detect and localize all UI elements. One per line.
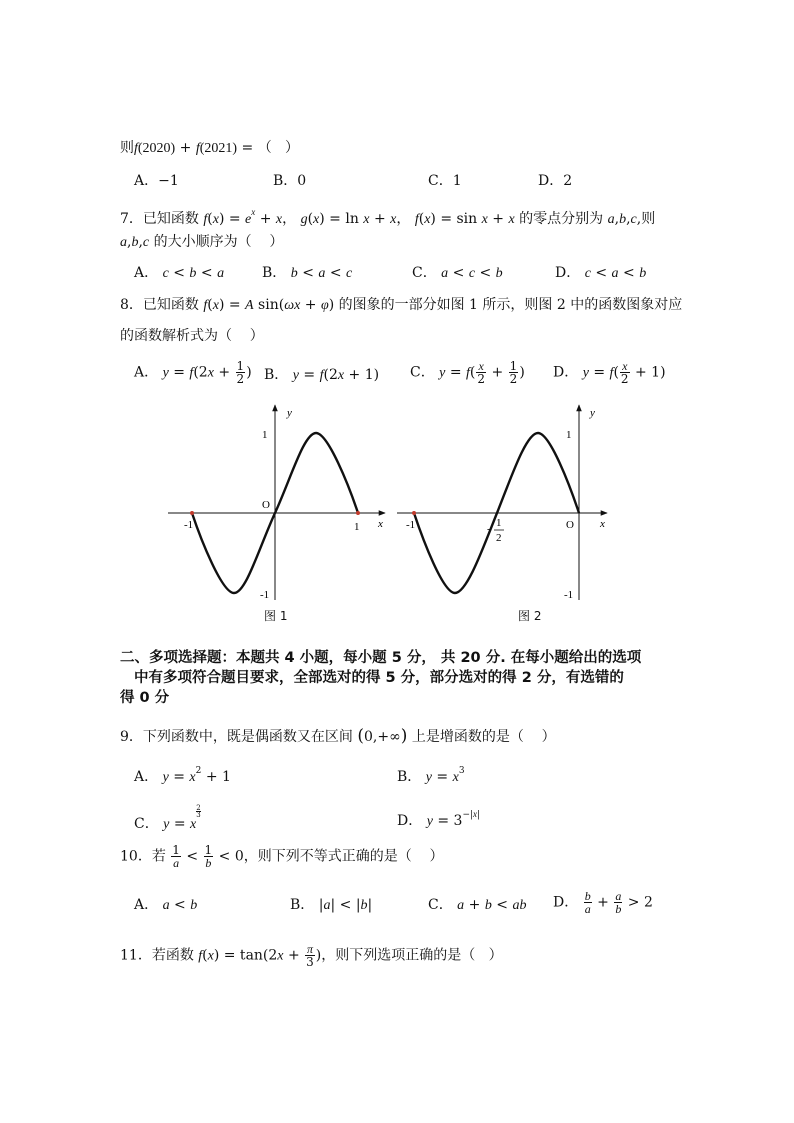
figure-1 — [168, 405, 385, 601]
q9-option-a: A． $y = x^2 + 1$ — [134, 766, 231, 785]
q9-option-c: C． y = x $\frac{2}{3}$ — [134, 804, 201, 832]
fig1-label-one: 1 — [354, 521, 360, 533]
q7-stem-line2: a,b,c 的大小顺序为（ ） — [120, 234, 284, 250]
fig1-right-dot — [356, 511, 360, 515]
fig2-label-origin: O — [566, 519, 574, 531]
q10-option-b: B． |a| < |b| — [290, 897, 373, 913]
q8-stem-line2: 的函数解析式为（ ） — [120, 328, 264, 344]
fig2-label-y-neg-one: -1 — [564, 589, 574, 601]
fig1-label-y-one: 1 — [262, 429, 268, 441]
section-2-title-line3: 得 0 分 — [120, 690, 170, 706]
q8-option-b: B． y = f(2x + 1) — [264, 367, 380, 383]
q6-option-d: D．2 — [538, 173, 573, 189]
fig1-label-origin: O — [262, 499, 270, 511]
fig1-label-x: x — [378, 518, 383, 530]
q9-option-d: D． $y = 3^{-|x|}$ — [397, 809, 481, 829]
section-2-title-line1: 二、多项选择题：本题共 4 小题，每小题 5 分， 共 20 分. 在每小题给出的选项 — [120, 650, 642, 666]
figure-2-caption: 图 2 — [518, 609, 542, 623]
q9-stem: 9．下列函数中，既是偶函数又在区间 (0,+∞) 上是增函数的是（ ） — [120, 726, 556, 746]
fig1-label-y: y — [287, 407, 292, 419]
q7-option-d: D． c < a < b — [555, 265, 647, 281]
q10-stem: 10．若 $\frac{1}{a}$ < $\frac{1}{b}$ < 0，则下列不等式正确的是（ ） — [120, 843, 444, 870]
q7-stem-line1: 7．已知函数 $f(x) = e^x + x$， g(x) = ln x + x， f(x) = sin x + x 的零点分别为 a,b,c,则 — [120, 207, 656, 227]
figure-1-caption: 图 1 — [264, 609, 288, 623]
fig2-label-neg-one: -1 — [406, 519, 416, 531]
fig2-label-y: y — [590, 407, 595, 419]
q6-option-b: B．0 — [273, 173, 307, 189]
fig2-label-half-den: 2 — [496, 532, 502, 544]
fig2-label-half-num: 1 — [496, 517, 502, 529]
q11-stem: 11．若函数 f(x) = tan(2x + $\frac{\pi}{3}$ )，则下列选项正确的是（ ） — [120, 942, 503, 969]
q10-option-a: A． a < b — [134, 897, 198, 913]
q9-option-b: B． $y = x^3$ — [397, 766, 465, 785]
q8-option-c: C． y = f( $\frac{x}{2}$ + $\frac{1}{2}$ ) — [410, 359, 525, 386]
q10-option-c: C． a + b < ab — [428, 897, 527, 913]
q7-option-c: C． a < c < b — [412, 265, 503, 281]
section-2-title-line2: 中有多项符合题目要求，全部选对的得 5 分，部分选对的得 2 分，有选错的 — [134, 670, 624, 686]
fig2-label-y-one: 1 — [566, 429, 572, 441]
q6-option-a: A．−1 — [134, 173, 179, 189]
q8-option-a: A． y = f(2x + $\frac{1}{2}$ ) — [134, 359, 252, 386]
figure-2 — [397, 405, 607, 601]
fig2-left-dot — [412, 511, 416, 515]
q7-option-a: A． c < b < a — [134, 265, 225, 281]
fig1-label-y-neg-one: -1 — [260, 589, 270, 601]
q10-option-d: D． $\frac{b}{a}$ + $\frac{a}{b}$ > 2 — [553, 889, 653, 916]
fig2-label-x: x — [600, 518, 605, 530]
q6-option-c: C．1 — [428, 173, 462, 189]
fig1-label-neg-one: -1 — [184, 519, 194, 531]
q8-stem-line1: 8．已知函数 f(x) = A sin(ωx + φ) 的图象的一部分如图 1 所示，则图 2 中的函数图象对应 — [120, 297, 683, 313]
q6-stem: 则f(2020) + f(2021) = （ ） — [120, 140, 300, 156]
fig1-left-dot — [190, 511, 194, 515]
q7-option-b: B． b < a < c — [262, 265, 353, 281]
fig2-label-neg-sign: - — [487, 523, 491, 535]
q8-option-d: D． y = f( $\frac{x}{2}$ + 1) — [553, 359, 666, 386]
